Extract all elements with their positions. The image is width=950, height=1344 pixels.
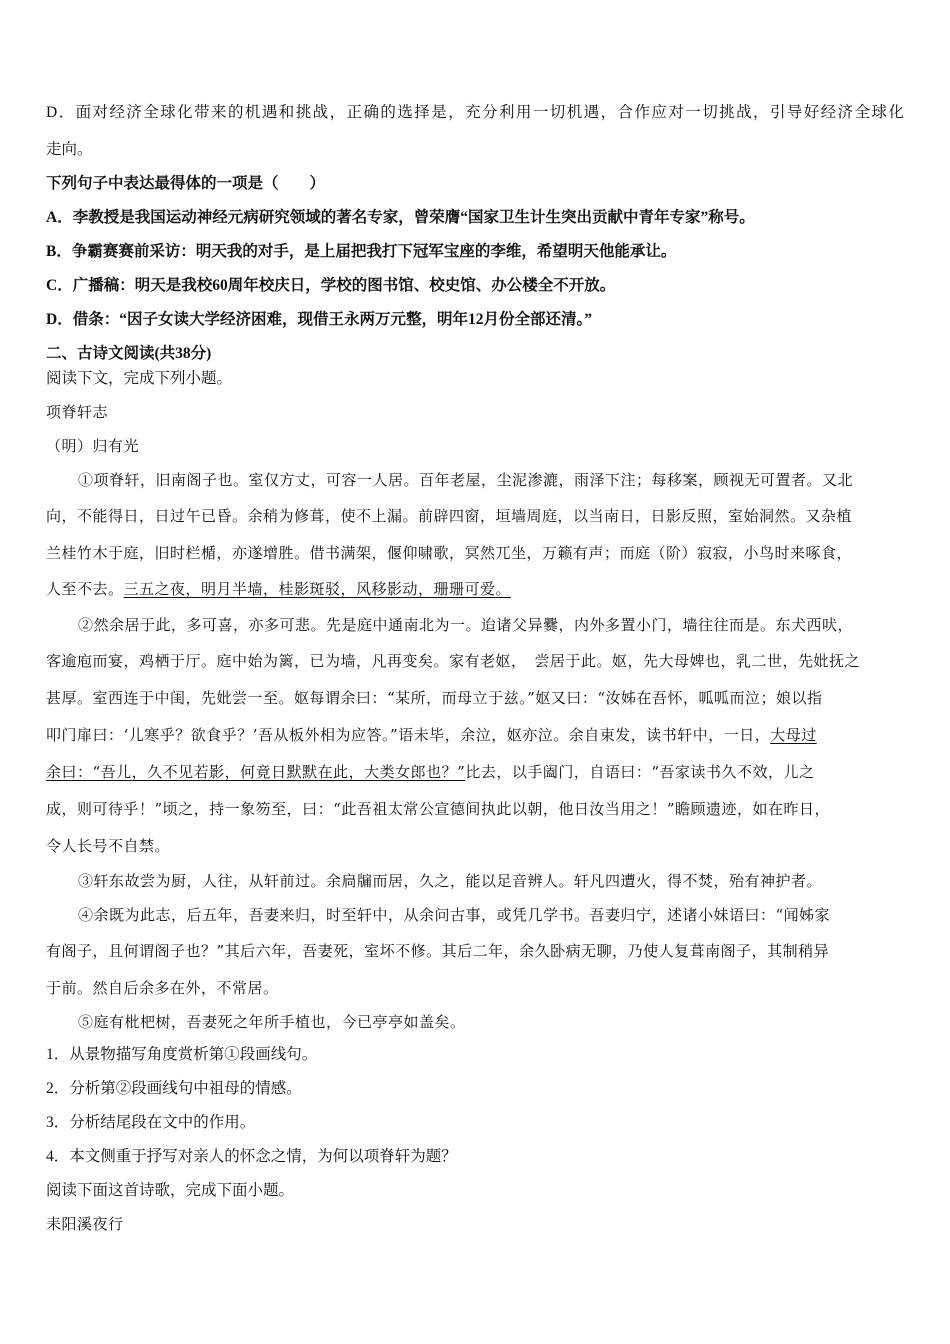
para1-underlined-sentence: 三五之夜，明月半墙，桂影斑驳，风移影动，珊珊可爱。 (123, 580, 512, 598)
option-d: D．借条：“因子女读大学经济困难，现借王永两万元整，明年12月份全部还清。” (46, 311, 592, 328)
para4-line1: ④余既为此志，后五年，吾妻来归，时至轩中，从余问古事，或凭几学书。吾妻归宁，述诸小妹语曰：“闻姊家 (78, 906, 831, 924)
para2-line4 (46, 725, 817, 745)
option-a: A．李教授是我国运动神经元病研究领域的著名专家，曾荣膺“国家卫生计生突出贡献中青年专家”称号。 (46, 209, 755, 226)
essay-author: （明）归有光 (46, 437, 140, 455)
option-b: B．争霸赛赛前采访：明天我的对手，是上届把我打下冠军宝座的李维，希望明天他能承让。 (46, 243, 677, 260)
para4-line3: 于前。然自后余多在外，不常居。 (46, 979, 279, 997)
question-1: 1．从景物描写角度赏析第①段画线句。 (46, 1046, 318, 1063)
para2-underlined-start: 大母过 (770, 726, 817, 744)
para2-text-after: 比去，以手阖门，自语曰：“吾家读书久不效，儿之 (465, 763, 815, 781)
poem-title: 耒阳溪夜行 (46, 1215, 124, 1233)
question-3: 3．分析结尾段在文中的作用。 (46, 1114, 256, 1131)
para1-line3: 兰桂竹木于庭，旧时栏楯，亦遂增胜。借书满架，偃仰啸歌，冥然兀坐，万籁有声；而庭（阶）寂寂，小鸟时来啄食， (46, 544, 853, 562)
para3: ③轩东故尝为厨，人往，从轩前过。余扃牖而居，久之，能以足音辨人。轩凡四遭火，得不焚，殆有神护者。 (78, 872, 823, 890)
para2-line2: 客逾庖而宴，鸡栖于厅。庭中始为篱，已为墙，凡再变矣。家有老妪， 尝居于此。妪，先大母婢也，乳二世，先妣抚之 (46, 652, 861, 670)
para5: ⑤庭有枇杷树，吾妻死之年所手植也，今已亭亭如盖矣。 (78, 1013, 466, 1031)
para1-text: 人至不去。 (46, 580, 124, 598)
para1-line2: 向，不能得日，日过午已昏。余稍为修葺，使不上漏。前辟四窗，垣墙周庭，以当南日，日影反照，室始洞然。又杂植 (46, 507, 853, 525)
para2-underlined-sentence: 余曰：“吾儿，久不见若影，何竟日默默在此，大类女郎也？” (46, 763, 466, 781)
option-d-economy-line1: D．面对经济全球化带来的机遇和挑战，正确的选择是，充分利用一切机遇，合作应对一切挑战，引导好经济全球化 (46, 104, 904, 121)
para2-text: 叩门扉曰：‘儿寒乎？欲食乎？’吾从板外相为应答。”语未毕，余泣，妪亦泣。余自束发，读书轩中，一日， (46, 726, 771, 744)
question-2: 2．分析第②段画线句中祖母的情感。 (46, 1080, 302, 1097)
essay-title: 项脊轩志 (46, 403, 109, 421)
reading-instruction: 阅读下文，完成下列小题。 (46, 370, 233, 387)
para1-line4 (46, 579, 511, 599)
para2-line5 (46, 762, 815, 782)
option-d-economy-line2: 走向。 (46, 141, 93, 158)
para2-line1: ②然余居于此，多可喜，亦多可悲。先是庭中通南北为一。迨诸父异爨，内外多置小门，墙往往而是。东犬西吠， (78, 616, 854, 634)
question-4: 4．本文侧重于抒写对亲人的怀念之情，为何以项脊轩为题？ (46, 1148, 457, 1165)
para2-line3: 甚厚。室西连于中闺，先妣尝一至。妪每谓余曰：“某所，而母立于兹。”妪又曰：“汝姊在吾怀，呱呱而泣；娘以指 (46, 689, 823, 707)
question-stem: 下列句子中表达最得体的一项是（ ） (46, 175, 326, 192)
para1-line1: ①项脊轩，旧南阁子也。室仅方丈，可容一人居。百年老屋，尘泥渗漉，雨泽下注；每移案，顾视无可置者。又北 (78, 471, 854, 489)
para4-line2: 有阁子，且何谓阁子也？”其后六年，吾妻死，室坏不修。其后二年，余久卧病无聊，乃使人复葺南阁子，其制稍异 (46, 942, 830, 960)
poem-instruction: 阅读下面这首诗歌，完成下面小题。 (46, 1182, 295, 1199)
para2-line7: 令人长号不自禁。 (46, 837, 171, 855)
option-c: C．广播稿：明天是我校60周年校庆日，学校的图书馆、校史馆、办公楼全不开放。 (46, 277, 616, 294)
para2-line6: 成，则可待乎！”顷之，持一象笏至，曰：“此吾祖太常公宣德间执此以朝，他日汝当用之！”瞻顾遗迹，如在昨日， (46, 800, 831, 818)
section-heading: 二、古诗文阅读(共38分) (46, 345, 212, 362)
